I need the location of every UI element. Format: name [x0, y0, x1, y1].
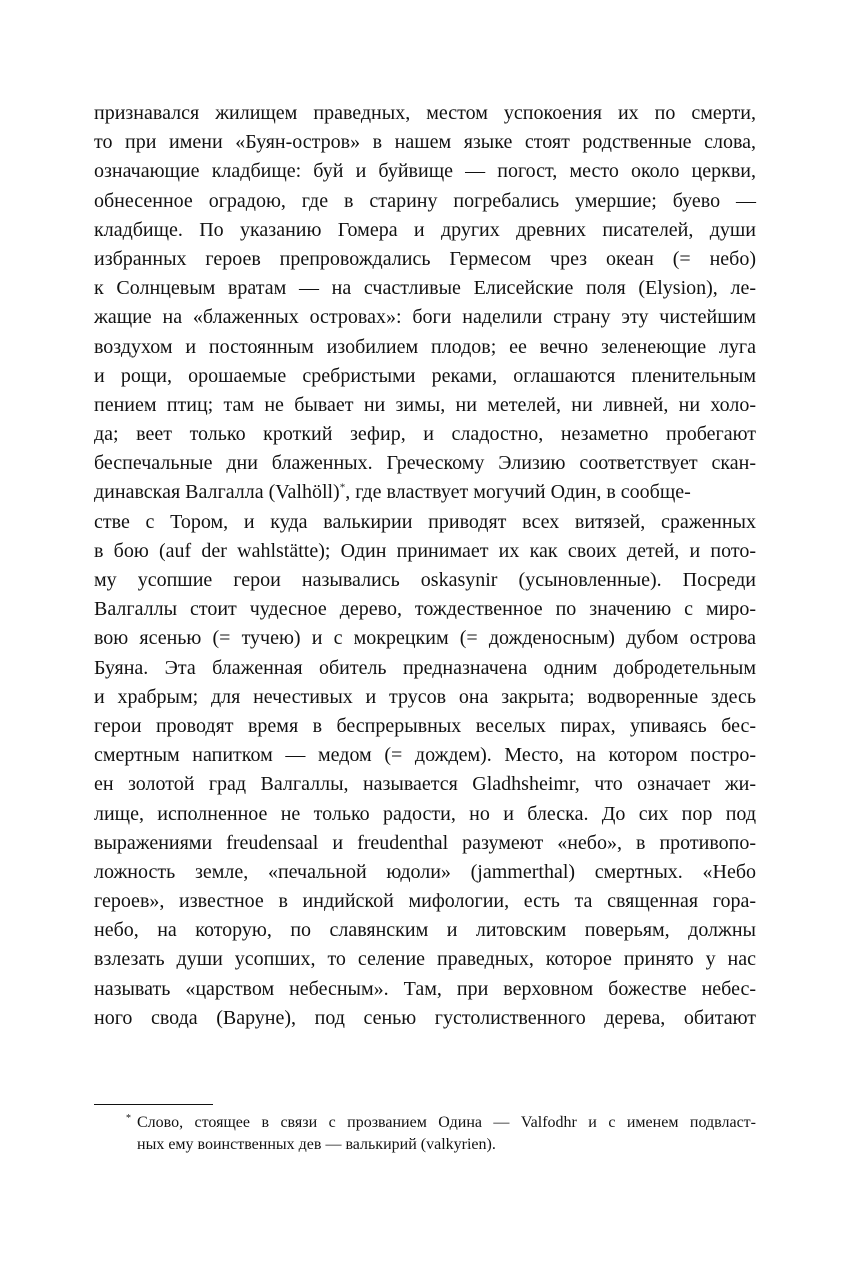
text-line: к Солнцевым вратам — на счастливые Елисейские поля (Elysion), ле-: [94, 277, 756, 300]
text-line: вою ясенью (= тучею) и с мокрецким (= дожденосным) дубом острова: [94, 627, 756, 650]
text-segment: динавская Валгалла (Valhöll): [94, 481, 340, 504]
text-line: ного свода (Варуне), под сенью густолиственного дерева, обитают: [94, 1006, 756, 1029]
text-line: беспечальные дни блаженных. Греческому Элизию соответствует скан-: [94, 452, 756, 475]
text-line: и рощи, орошаемые сребристыми реками, оглашаются пленительным: [94, 364, 756, 387]
text-line: и храбрым; для нечестивых и трусов она закрыта; водворенные здесь: [94, 685, 756, 708]
text-line: выражениями freudensaal и freudenthal разумеют «небо», в противопо-: [94, 831, 756, 854]
footnote-divider: [94, 1104, 213, 1105]
footnote-text: Слово, стоящее в связи с прозванием Одина — Valfodhr и с именем подвласт-: [137, 1114, 756, 1131]
text-line: называть «царством небесным». Там, при верховном божестве небес-: [94, 977, 756, 1000]
footnote-line: [126, 1112, 756, 1134]
text-line: обнесенное оградою, где в старину погребались умершие; буево —: [94, 189, 756, 212]
footnote-line: ных ему воинственных дев — валькирий (valkyrien).: [137, 1136, 496, 1153]
text-line: избранных героев препровождались Гермесом чрез океан (= небо): [94, 247, 756, 270]
text-segment: , где властвует могучий Один, в сообще-: [345, 481, 691, 504]
text-line: признавался жилищем праведных, местом успокоения их по смерти,: [94, 102, 756, 124]
text-line: взлезать души усопших, то селение праведных, которое принято у нас: [94, 948, 756, 971]
text-line: стве с Тором, и куда валькирии приводят всех витязей, сраженных: [94, 510, 756, 533]
text-line: му усопшие герои назывались oskasynir (усыновленные). Посреди: [94, 569, 756, 591]
text-line: да; веет только кроткий зефир, и сладостно, незаметно пробегают: [94, 423, 756, 446]
text-line: пением птиц; там не бывает ни зимы, ни метелей, ни ливней, ни холо-: [94, 393, 756, 416]
text-line: Буяна. Эта блаженная обитель предназначена одним добродетельным: [94, 656, 756, 679]
text-line: герои проводят время в беспрерывных веселых пирах, упиваясь бес-: [94, 714, 756, 737]
text-line: жащие на «блаженных островах»: боги наделили страну эту чистейшим: [94, 306, 756, 329]
text-line: героев», известное в индийской мифологии, есть та священная гора-: [94, 890, 756, 913]
text-line: ложность земле, «печальной юдоли» (jammerthal) смертных. «Небо: [94, 860, 756, 883]
footnote-mark: *: [126, 1113, 131, 1124]
text-line: небо, на которую, по славянским и литовским поверьям, должны: [94, 919, 756, 942]
footnote: [126, 1112, 756, 1156]
text-line: смертным напитком — медом (= дождем). Место, на котором постро-: [94, 744, 756, 767]
text-line: означающие кладбище: буй и буйвище — погост, место около церкви,: [94, 160, 756, 183]
text-line: в бою (auf der wahlstätte); Один принимает их как своих детей, и пото-: [94, 539, 756, 562]
text-line: Валгаллы стоит чудесное дерево, тождественное по значению с миро-: [94, 598, 756, 621]
text-line: то при имени «Буян-остров» в нашем языке стоят родственные слова,: [94, 131, 756, 154]
main-text: [94, 99, 756, 1033]
footnote-reference[interactable]: *: [339, 481, 346, 494]
text-line: кладбище. По указанию Гомера и других древних писателей, души: [94, 218, 756, 241]
text-line-with-footnote: [94, 478, 756, 507]
text-line: лище, исполненное не только радости, но и блеска. До сих пор под: [94, 802, 756, 825]
text-line: ен золотой град Валгаллы, называется Gladhsheimr, что означает жи-: [94, 773, 756, 796]
text-line: воздухом и постоянным изобилием плодов; ее вечно зеленеющие луга: [94, 335, 756, 358]
